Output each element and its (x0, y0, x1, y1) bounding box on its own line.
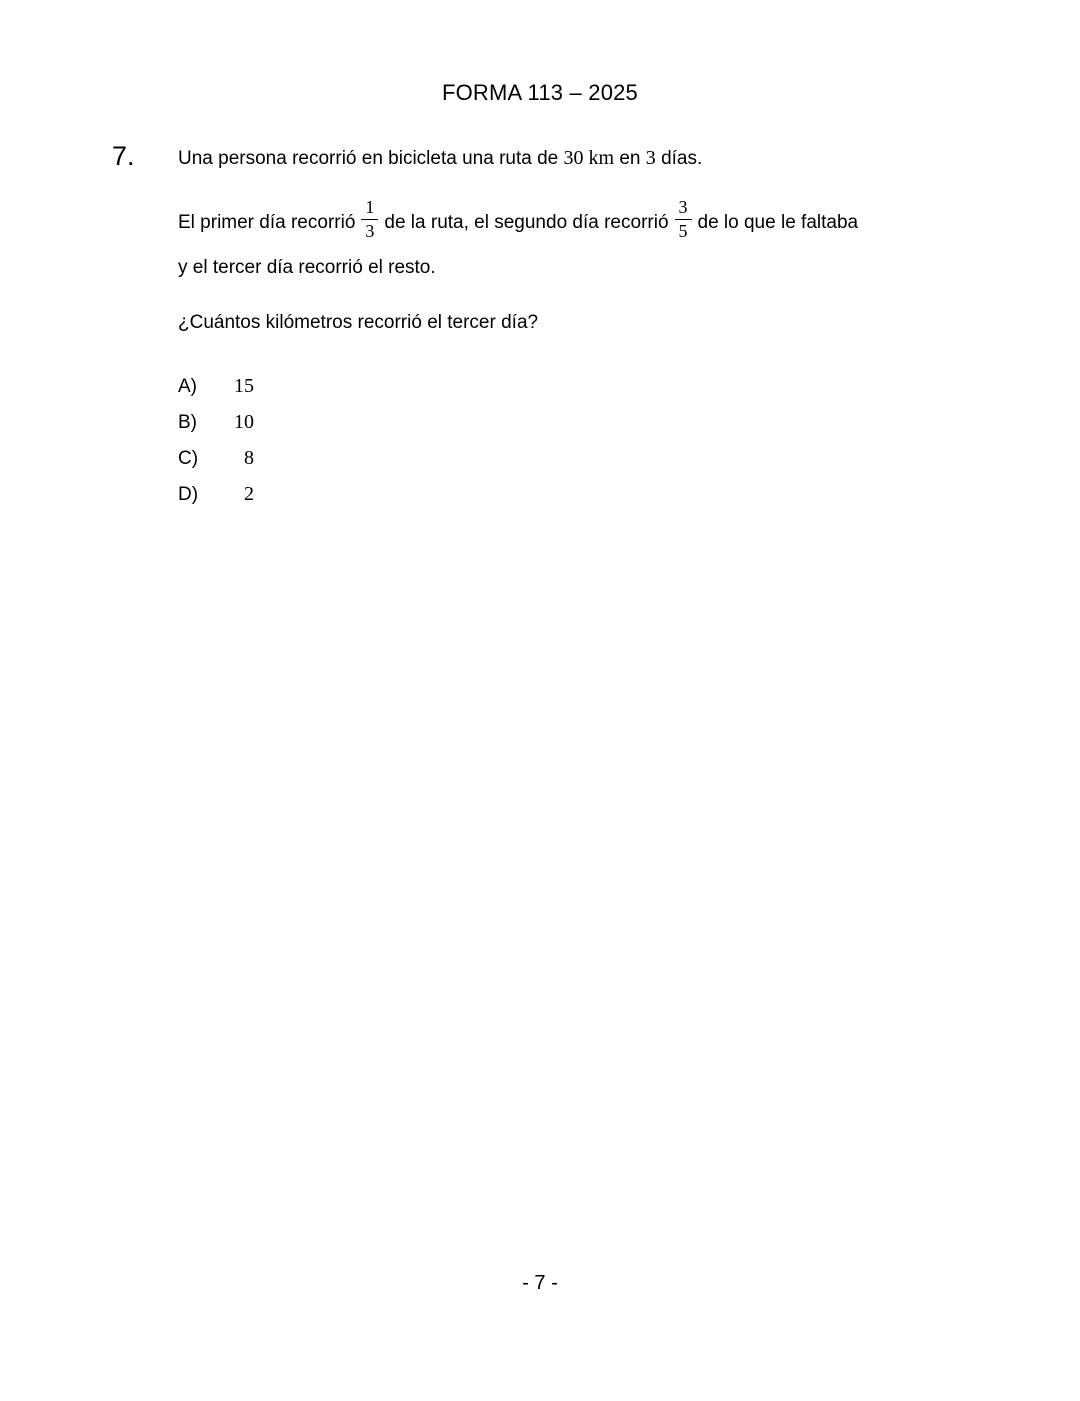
option-value: 2 (244, 483, 254, 506)
option-label: C) (178, 448, 199, 470)
option-value: 10 (234, 411, 254, 434)
question-intro (178, 145, 978, 172)
detail-text-1: El primer día recorrió (178, 211, 356, 233)
option-row-a (178, 375, 978, 398)
option-label: A) (178, 376, 197, 398)
question-body (178, 142, 978, 519)
intro-text-2: en (619, 148, 641, 169)
math-distance: 30 km (563, 147, 615, 169)
option-row-c (178, 447, 978, 470)
page-number: - 7 - (522, 1272, 558, 1294)
option-label: B) (178, 412, 197, 434)
option-row-d (178, 483, 978, 506)
page-title: FORMA 113 – 2025 (441, 80, 638, 105)
option-value: 8 (244, 447, 254, 470)
question-continuation: y el tercer día recorrió el resto. (178, 256, 436, 278)
math-days: 3 (645, 147, 656, 169)
option-row-b (178, 411, 978, 434)
intro-text-3: días. (661, 148, 703, 169)
question-prompt: ¿Cuántos kilómetros recorrió el tercer día? (178, 311, 539, 333)
fraction-three-fifths (675, 197, 692, 243)
option-label: D) (178, 484, 199, 506)
detail-text-3: de lo que le faltaba (697, 211, 859, 233)
fraction-numerator: 1 (365, 196, 375, 217)
fraction-denominator: 3 (361, 219, 378, 243)
fraction-numerator: 3 (678, 196, 688, 217)
question-number: 7. (112, 141, 135, 171)
fraction-denominator: 5 (675, 219, 692, 243)
question-block (112, 142, 1080, 519)
fraction-one-third (361, 197, 378, 243)
intro-text-1: Una persona recorrió en bicicleta una ruta de (178, 148, 559, 169)
detail-text-2: de la ruta, el segundo día recorrió (384, 211, 669, 233)
options-list (178, 375, 978, 506)
option-value: 15 (234, 375, 254, 398)
question-detail (178, 196, 978, 246)
